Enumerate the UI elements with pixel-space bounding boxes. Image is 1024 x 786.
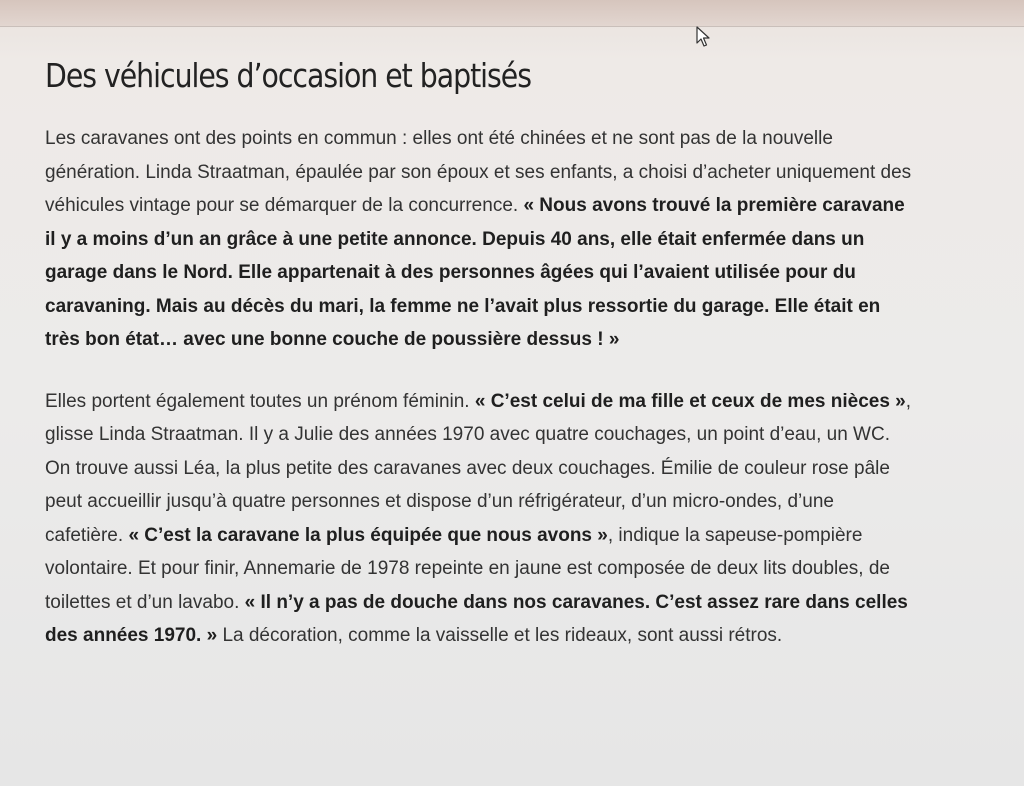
paragraph-2 — [45, 385, 915, 653]
body-text: , glisse Linda Straatman. Il y a Julie des années 1970 avec quatre couchages, un point d’eau, un WC. On trouve aussi Léa, la plus petite des caravanes avec deux couchages. Émilie de couleur rose pâle peut accueillir jusqu’à quatre personnes et dispose d’un réfrigérateur, d’un micro-ondes, d’une cafetière. — [45, 390, 912, 546]
body-text: Elles portent également toutes un prénom féminin. — [45, 390, 475, 412]
quote-text: « C’est celui de ma fille et ceux de mes nièces » — [474, 390, 906, 412]
paragraph-1 — [45, 122, 915, 357]
body-text: , indique la sapeuse-pompière volontaire. Et pour finir, Annemarie de 1978 repeinte en jaune est composée de deux lits doubles, de toilettes et d’un lavabo. — [45, 524, 890, 613]
browser-top-edge — [0, 0, 1024, 27]
quote-text: « C’est la caravane la plus équipée que nous avons » — [128, 524, 608, 546]
quote-text: « Il n’y a pas de douche dans nos caravanes. C’est assez rare dans celles des années 1970. » — [45, 591, 908, 646]
quote-text: « Nous avons trouvé la première caravane il y a moins d’un an grâce à une petite annonce. Depuis 40 ans, elle était enfermée dans un garage dans le Nord. Elle appartenait à des personnes âgées qui l’avaient utilisée pour du caravaning. Mais au décès du mari, la femme ne l’avait plus ressortie du garage. Elle était en très bon état… avec une bonne couche de poussière dessus ! » — [45, 195, 905, 350]
body-text: La décoration, comme la vaisselle et les rideaux, sont aussi rétros. — [217, 625, 783, 646]
body-text: Les caravanes ont des points en commun : elles ont été chinées et ne sont pas de la nouvelle génération. Linda Straatman, épaulée par son époux et ses enfants, a choisi d’acheter uniquement des véhicules vintage pour se démarquer de la concurrence. — [45, 128, 912, 216]
article — [45, 52, 915, 653]
mouse-pointer-icon — [696, 26, 712, 48]
section-heading: Des véhicules d’occasion et baptisés — [45, 56, 531, 95]
